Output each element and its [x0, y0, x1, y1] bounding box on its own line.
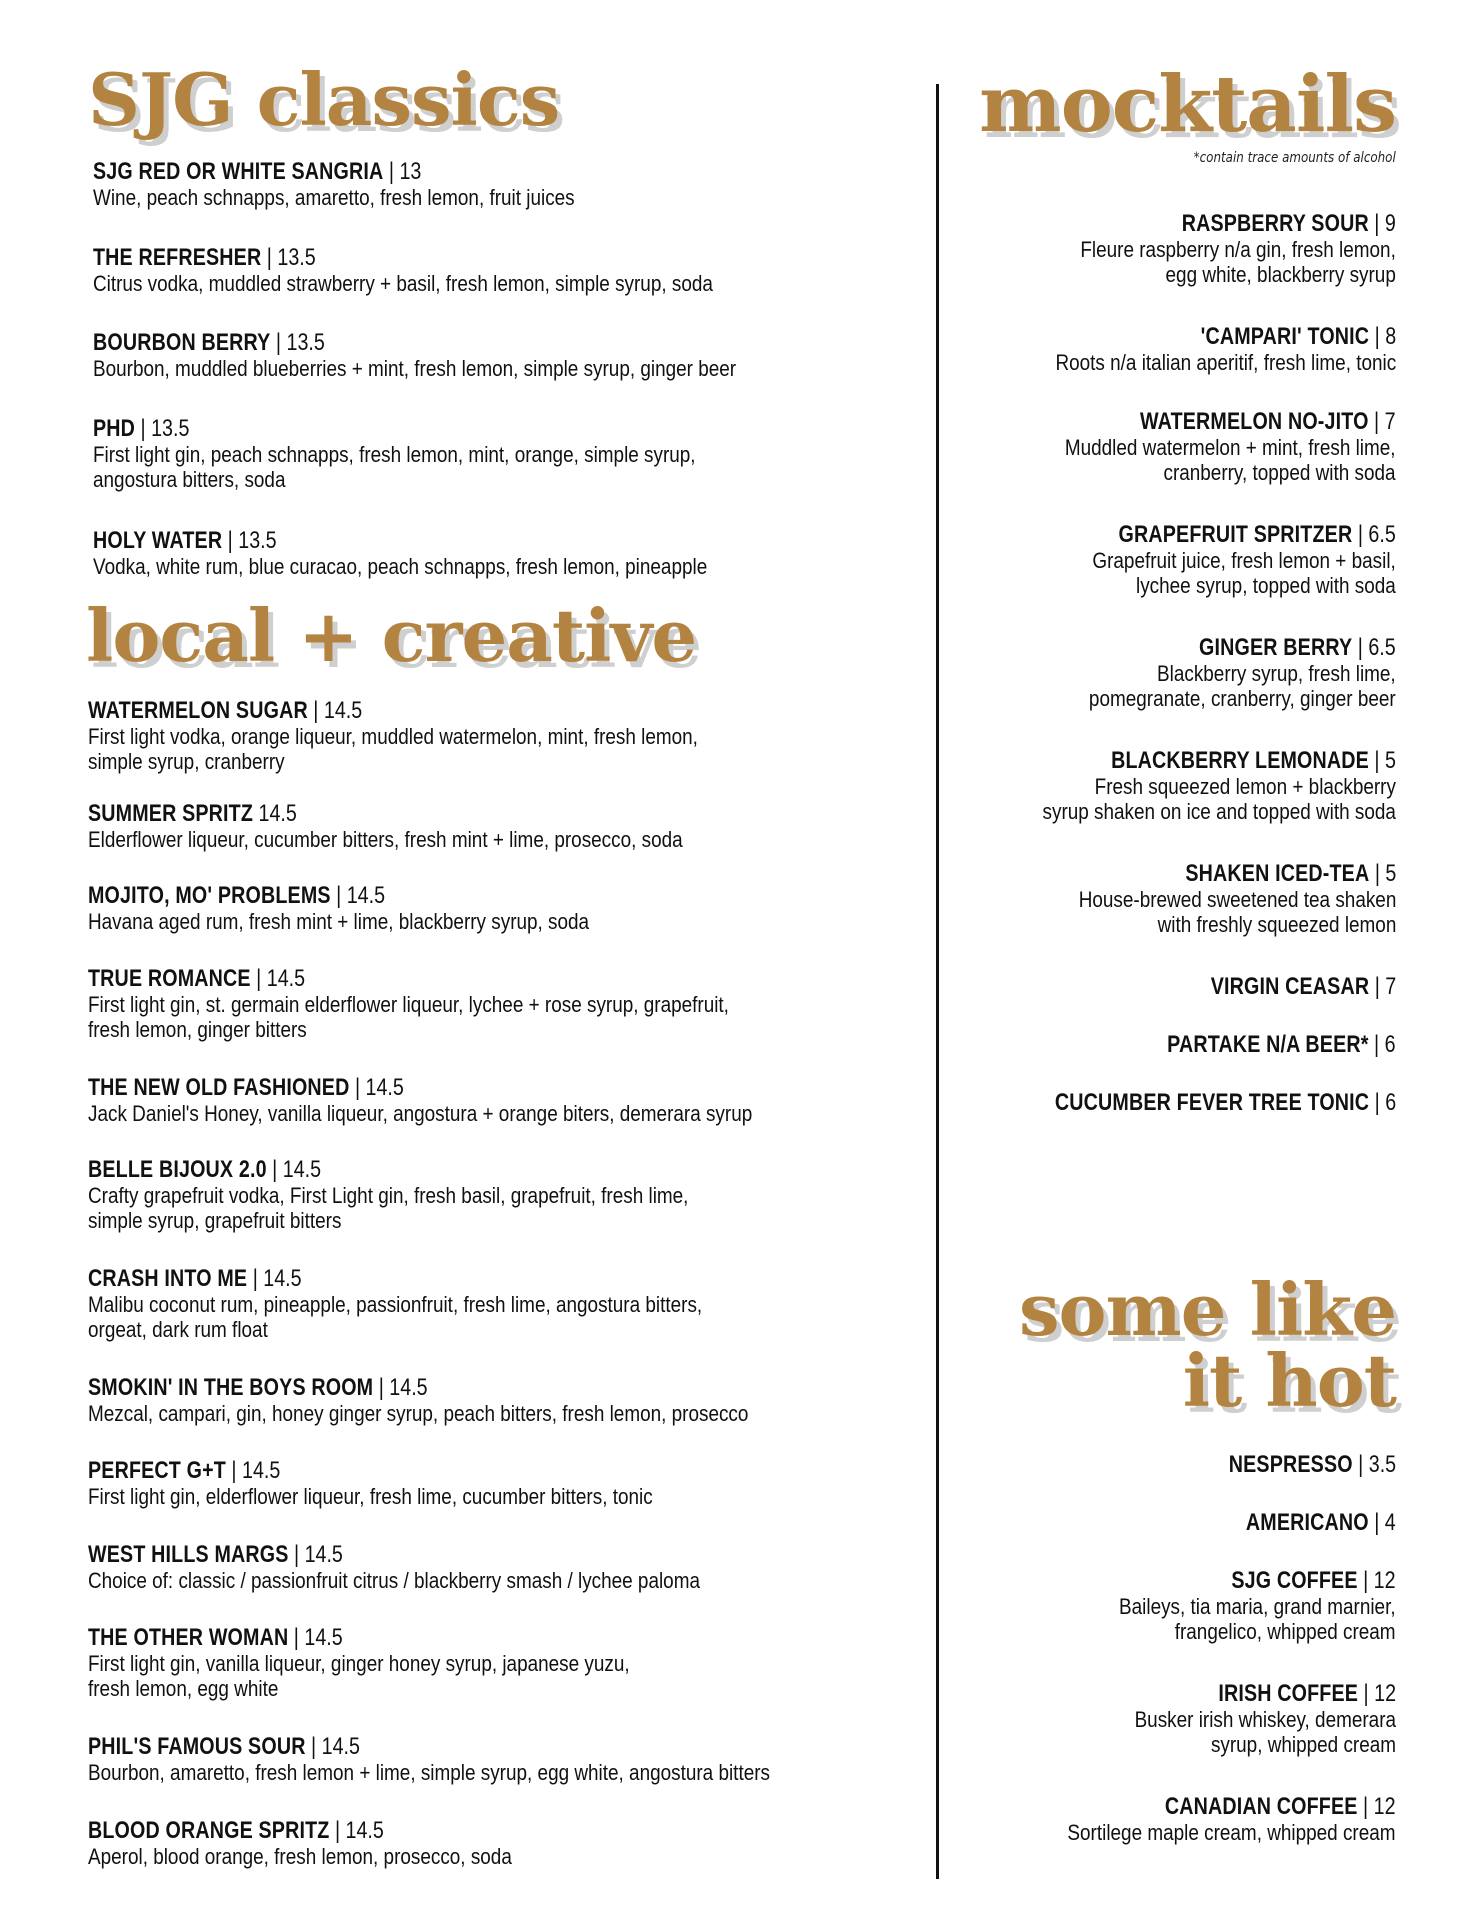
menu-item: BOURBON BERRY | 13.5 Bourbon, muddled blueberries + mint, fresh lemon, simple syrup, ginger beer [93, 329, 737, 381]
section-title-classics: SJG classics [88, 57, 560, 142]
item-description: Grapefruit juice, fresh lemon + basil, lychee syrup, topped with soda [1092, 548, 1396, 598]
item-description: Jack Daniel's Honey, vanilla liqueur, angostura + orange biters, demerara syrup [88, 1101, 753, 1126]
item-price: 9 [1385, 210, 1396, 237]
item-description: Muddled watermelon + mint, fresh lime, cranberry, topped with soda [1065, 435, 1396, 485]
item-name: PERFECT G+T [88, 1457, 226, 1484]
item-price: 14.5 [266, 965, 306, 992]
item-price: 14.5 [282, 1156, 322, 1183]
item-description: Mezcal, campari, gin, honey ginger syrup, peach bitters, fresh lemon, prosecco [88, 1401, 749, 1426]
item-price: 8 [1385, 323, 1396, 350]
item-description: Bourbon, amaretto, fresh lemon + lime, simple syrup, egg white, angostura bitters [88, 1760, 770, 1785]
item-price: 12 [1374, 1567, 1396, 1594]
item-name: MOJITO, MO' PROBLEMS [88, 882, 331, 909]
item-price: 6.5 [1368, 521, 1396, 548]
item-name: GRAPEFRUIT SPRITZER [1118, 521, 1353, 548]
item-name: RASPBERRY SOUR [1181, 210, 1369, 237]
menu-item: HOLY WATER | 13.5 Vodka, white rum, blue curacao, peach schnapps, fresh lemon, pineapple [93, 527, 708, 579]
menu-item: WATERMELON SUGAR | 14.5 First light vodka, orange liqueur, muddled watermelon, mint, fresh lemon, simple syrup, cranberry [88, 697, 698, 774]
item-price: 13.5 [238, 527, 277, 554]
item-description: Malibu coconut rum, pineapple, passionfruit, fresh lime, angostura bitters, orgeat, dark rum float [88, 1292, 703, 1342]
item-name: PARTAKE N/A BEER* [1167, 1031, 1369, 1058]
item-name: BLACKBERRY LEMONADE [1111, 747, 1369, 774]
menu-item: RASPBERRY SOUR | 9 Fleure raspberry n/a gin, fresh lemon, egg white, blackberry syrup [1080, 210, 1396, 287]
item-name: THE NEW OLD FASHIONED [88, 1074, 350, 1101]
item-name: WATERMELON NO-JITO [1140, 408, 1369, 435]
menu-item: SJG RED OR WHITE SANGRIA | 13 Wine, peach schnapps, amaretto, fresh lemon, fruit juices [93, 158, 575, 210]
item-description: Sortilege maple cream, whipped cream [1067, 1820, 1396, 1845]
menu-item: WEST HILLS MARGS | 14.5 Choice of: classic / passionfruit citrus / blackberry smash / lychee paloma [88, 1541, 700, 1593]
item-description: Choice of: classic / passionfruit citrus / blackberry smash / lychee paloma [88, 1568, 700, 1593]
item-price: 14.5 [263, 1265, 302, 1292]
item-description: Vodka, white rum, blue curacao, peach schnapps, fresh lemon, pineapple [93, 554, 708, 579]
item-price: 14.5 [304, 1624, 343, 1651]
item-price: 14.5 [365, 1074, 404, 1101]
menu-item: SMOKIN' IN THE BOYS ROOM | 14.5 Mezcal, campari, gin, honey ginger syrup, peach bitters, fresh lemon, prosecco [88, 1374, 749, 1426]
item-price: 3.5 [1368, 1451, 1396, 1478]
item-price: 14.5 [304, 1541, 343, 1568]
menu-item: PARTAKE N/A BEER* | 6 [1167, 1031, 1396, 1058]
menu-item: PERFECT G+T | 14.5 First light gin, elderflower liqueur, fresh lime, cucumber bitters, tonic [88, 1457, 653, 1509]
mocktails-alcohol-note: *contain trace amounts of alcohol [1193, 150, 1396, 166]
item-name: BLOOD ORANGE SPRITZ [88, 1817, 330, 1844]
item-name: CRASH INTO ME [88, 1265, 248, 1292]
item-price: 14.5 [345, 1817, 384, 1844]
item-name: WEST HILLS MARGS [88, 1541, 289, 1568]
item-description: Crafty grapefruit vodka, First Light gin, fresh basil, grapefruit, fresh lime, simple syrup, grapefruit bitters [88, 1183, 689, 1233]
menu-item: THE REFRESHER | 13.5 Citrus vodka, muddled strawberry + basil, fresh lemon, simple syrup, soda [93, 244, 713, 296]
item-price: 5 [1385, 860, 1396, 887]
item-description: Citrus vodka, muddled strawberry + basil, fresh lemon, simple syrup, soda [93, 271, 713, 296]
item-name: GINGER BERRY [1199, 634, 1353, 661]
item-price: 14.5 [321, 1733, 360, 1760]
item-name: BOURBON BERRY [93, 329, 271, 356]
menu-item: BLACKBERRY LEMONADE | 5 Fresh squeezed lemon + blackberry syrup shaken on ice and topped with soda [1042, 747, 1396, 824]
item-price: 12 [1374, 1793, 1396, 1820]
menu-item: BELLE BIJOUX 2.0 | 14.5 Crafty grapefruit vodka, First Light gin, fresh basil, grapefruit, fresh lime, simple syrup, grapefruit bitters [88, 1156, 689, 1233]
item-description: First light gin, st. germain elderflower liqueur, lychee + rose syrup, grapefruit, fresh lemon, ginger bitters [88, 992, 729, 1042]
section-title-local-creative: local + creative [86, 593, 697, 678]
menu-item: MOJITO, MO' PROBLEMS | 14.5 Havana aged rum, fresh mint + lime, blackberry syrup, soda [88, 882, 590, 934]
item-price: 6.5 [1368, 634, 1396, 661]
item-name: NESPRESSO [1228, 1451, 1353, 1478]
item-description: Elderflower liqueur, cucumber bitters, fresh mint + lime, prosecco, soda [88, 827, 683, 852]
menu-item: GINGER BERRY | 6.5 Blackberry syrup, fresh lime, pomegranate, cranberry, ginger beer [1089, 634, 1396, 711]
item-name: SUMMER SPRITZ [88, 800, 254, 827]
menu-item: 'CAMPARI' TONIC | 8 Roots n/a italian aperitif, fresh lime, tonic [1055, 323, 1396, 375]
item-description: First light vodka, orange liqueur, muddled watermelon, mint, fresh lemon, simple syrup, cranberry [88, 724, 698, 774]
item-name: IRISH COFFEE [1218, 1680, 1359, 1707]
item-price: 12 [1374, 1680, 1396, 1707]
menu-item: VIRGIN CEASAR | 7 [1210, 973, 1396, 1000]
item-price: 13.5 [151, 415, 190, 442]
item-price: 14.5 [323, 697, 363, 724]
item-price: 13.5 [277, 244, 316, 271]
menu-item [88, 800, 779, 852]
item-name: WATERMELON SUGAR [88, 697, 308, 724]
item-description: First light gin, peach schnapps, fresh lemon, mint, orange, simple syrup, angostura bitters, soda [93, 442, 696, 492]
menu-item: TRUE ROMANCE | 14.5 First light gin, st. germain elderflower liqueur, lychee + rose syrup, grapefruit, fresh lemon, ginger bitters [88, 965, 729, 1042]
section-title-mocktails: mocktails [979, 59, 1396, 150]
item-description: Baileys, tia maria, grand marnier, frangelico, whipped cream [1119, 1594, 1396, 1644]
menu-item: PHIL'S FAMOUS SOUR | 14.5 Bourbon, amaretto, fresh lemon + lime, simple syrup, egg white, angostura bitters [88, 1733, 770, 1785]
item-name: THE OTHER WOMAN [88, 1624, 289, 1651]
item-price: 7 [1385, 973, 1396, 1000]
item-description: First light gin, elderflower liqueur, fresh lime, cucumber bitters, tonic [88, 1484, 653, 1509]
item-name: CANADIAN COFFEE [1165, 1793, 1359, 1820]
item-name: SMOKIN' IN THE BOYS ROOM [88, 1374, 374, 1401]
menu-item: AMERICANO | 4 [1246, 1509, 1396, 1536]
item-name: BELLE BIJOUX 2.0 [88, 1156, 267, 1183]
menu-item: IRISH COFFEE | 12 Busker irish whiskey, demerara syrup, whipped cream [1134, 1680, 1396, 1757]
item-name: HOLY WATER [93, 527, 223, 554]
menu-item: THE OTHER WOMAN | 14.5 First light gin, vanilla liqueur, ginger honey syrup, japanese yuzu, fresh lemon, egg white [88, 1624, 630, 1701]
section-title-hot-line2: it hot [1182, 1338, 1396, 1423]
item-description: Blackberry syrup, fresh lime, pomegranate, cranberry, ginger beer [1089, 661, 1396, 711]
item-name: AMERICANO [1246, 1509, 1369, 1536]
menu-item: CUCUMBER FEVER TREE TONIC | 6 [1054, 1089, 1396, 1116]
menu-item: NESPRESSO | 3.5 [1228, 1451, 1396, 1478]
item-name: TRUE ROMANCE [88, 965, 251, 992]
item-price: 14.5 [346, 882, 386, 909]
item-name: PHD [93, 415, 136, 442]
item-price: 14.5 [389, 1374, 428, 1401]
item-price: 14.5 [242, 1457, 281, 1484]
item-name: PHIL'S FAMOUS SOUR [88, 1733, 306, 1760]
item-description: Havana aged rum, fresh mint + lime, blackberry syrup, soda [88, 909, 590, 934]
item-description: Bourbon, muddled blueberries + mint, fresh lemon, simple syrup, ginger beer [93, 356, 737, 381]
menu-item: SJG COFFEE | 12 Baileys, tia maria, grand marnier, frangelico, whipped cream [1119, 1567, 1396, 1644]
menu-item: GRAPEFRUIT SPRITZER | 6.5 Grapefruit juice, fresh lemon + basil, lychee syrup, topped with soda [1092, 521, 1396, 598]
column-divider [936, 84, 939, 1879]
menu-item: SHAKEN ICED-TEA | 5 House-brewed sweetened tea shaken with freshly squeezed lemon [1078, 860, 1396, 937]
menu-item: THE NEW OLD FASHIONED | 14.5 Jack Daniel's Honey, vanilla liqueur, angostura + orange biters, demerara syrup [88, 1074, 753, 1126]
item-description: Wine, peach schnapps, amaretto, fresh lemon, fruit juices [93, 185, 575, 210]
menu-item: WATERMELON NO-JITO | 7 Muddled watermelon + mint, fresh lime, cranberry, topped with soda [1065, 408, 1396, 485]
item-price: 13 [399, 158, 422, 185]
item-price: 4 [1385, 1509, 1396, 1536]
item-price: 6 [1385, 1089, 1396, 1116]
item-description: Fresh squeezed lemon + blackberry syrup shaken on ice and topped with soda [1042, 774, 1396, 824]
item-name: THE REFRESHER [93, 244, 262, 271]
section-title-hot-line1: some like [1018, 1267, 1396, 1352]
menu-item: CANADIAN COFFEE | 12 Sortilege maple cream, whipped cream [1067, 1793, 1396, 1845]
item-description: First light gin, vanilla liqueur, ginger honey syrup, japanese yuzu, fresh lemon, egg white [88, 1651, 630, 1701]
menu-item: CRASH INTO ME | 14.5 Malibu coconut rum, pineapple, passionfruit, fresh lime, angostura bitters, orgeat, dark rum float [88, 1265, 703, 1342]
item-price: 6 [1385, 1031, 1396, 1058]
item-description: Busker irish whiskey, demerara syrup, whipped cream [1134, 1707, 1396, 1757]
item-description: House-brewed sweetened tea shaken with freshly squeezed lemon [1078, 887, 1396, 937]
item-description: Aperol, blood orange, fresh lemon, prosecco, soda [88, 1844, 512, 1869]
item-name: CUCUMBER FEVER TREE TONIC [1054, 1089, 1369, 1116]
item-name: SJG RED OR WHITE SANGRIA [93, 158, 384, 185]
item-price: 13.5 [286, 329, 325, 356]
item-price: 5 [1385, 747, 1396, 774]
item-name: VIRGIN CEASAR [1210, 973, 1369, 1000]
item-description: Roots n/a italian aperitif, fresh lime, tonic [1055, 350, 1396, 375]
item-name: 'CAMPARI' TONIC [1200, 323, 1369, 350]
item-description: Fleure raspberry n/a gin, fresh lemon, egg white, blackberry syrup [1080, 237, 1396, 287]
item-price: 14.5 [258, 800, 297, 827]
menu-item: PHD | 13.5 First light gin, peach schnapps, fresh lemon, mint, orange, simple syrup, angostura bitters, soda [93, 415, 696, 492]
menu-item: BLOOD ORANGE SPRITZ | 14.5 Aperol, blood orange, fresh lemon, prosecco, soda [88, 1817, 512, 1869]
item-name: SHAKEN ICED-TEA [1185, 860, 1369, 887]
item-name: SJG COFFEE [1231, 1567, 1359, 1594]
item-price: 7 [1385, 408, 1396, 435]
